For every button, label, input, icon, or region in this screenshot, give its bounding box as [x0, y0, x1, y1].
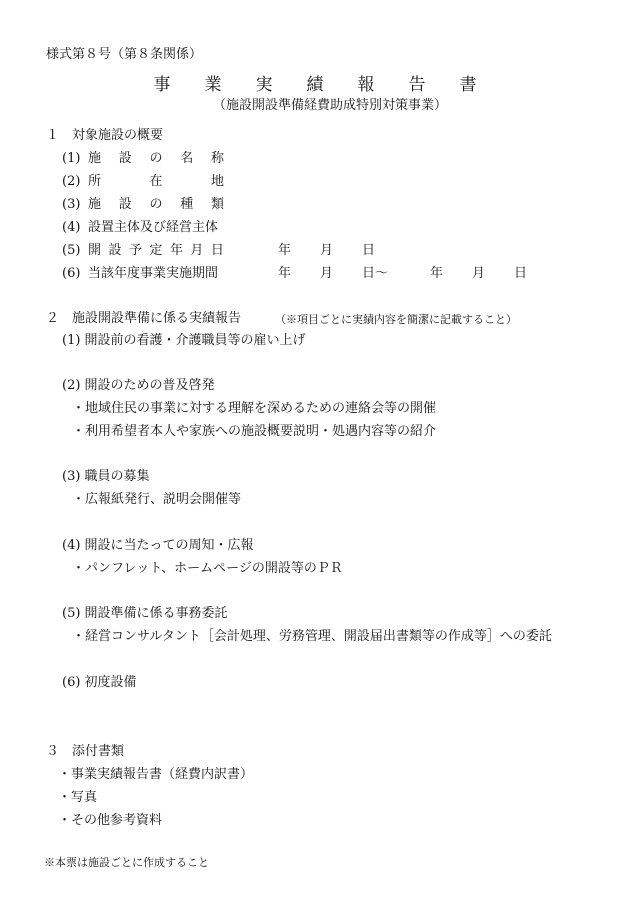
- period-label: 当該年度事業実施期間: [88, 266, 219, 281]
- attachment-item: ・その他参考資料: [58, 813, 163, 828]
- item-number: (2): [62, 174, 81, 189]
- section3-heading: ３ 添付書類: [46, 744, 125, 759]
- year-unit: 年: [278, 266, 292, 281]
- item-number: (4): [62, 220, 81, 235]
- footnote: ※本票は施設ごとに作成すること: [44, 856, 209, 869]
- document-subtitle: （施設開設準備経費助成特別対策事業）: [212, 98, 447, 113]
- report-bullet: ・パンフレット、ホームページの開設等のＰＲ: [72, 561, 343, 576]
- day-unit: 日～: [362, 266, 389, 281]
- report-bullet: ・利用希望者本人や家族への施設概要説明・処遇内容等の紹介: [72, 424, 437, 439]
- report-bullet: ・地域住民の事業に対する理解を深めるための連絡会等の開催: [72, 401, 437, 416]
- form-number: 様式第８号（第８条関係）: [46, 47, 203, 62]
- attachment-item: ・写真: [58, 790, 98, 805]
- report-bullet: ・広報紙発行、説明会開催等: [72, 492, 242, 507]
- section1-heading: １ 対象施設の概要: [46, 128, 164, 143]
- month-unit: 月: [320, 243, 334, 258]
- year-unit: 年: [278, 243, 292, 258]
- month-unit: 月: [320, 266, 334, 281]
- report-item: (1) 開設前の看護・介護職員等の雇い上げ: [62, 333, 306, 348]
- section2-heading: ２ 施設開設準備に係る実績報告: [46, 311, 242, 326]
- document-title: 事業実績報告書: [153, 75, 511, 95]
- month-unit: 月: [472, 266, 486, 281]
- location-label: 所 在 地: [88, 174, 224, 189]
- year-unit: 年: [430, 266, 444, 281]
- facility-name-label: 施 設 の 名 称: [88, 151, 224, 166]
- day-unit: 日: [514, 266, 528, 281]
- attachment-item: ・事業実績報告書（経費内訳書）: [58, 767, 254, 782]
- report-bullet: ・経営コンサルタント［会計処理、労務管理、開設届出書類等の作成等］への委託: [72, 629, 552, 644]
- day-unit: 日: [362, 243, 376, 258]
- item-number: (3): [62, 197, 81, 212]
- item-number: (1): [62, 151, 81, 166]
- facility-type-label: 施 設 の 種 類: [88, 197, 224, 212]
- opening-date-label: 開 設 予 定 年 月 日: [88, 243, 224, 258]
- item-number: (5): [62, 243, 81, 258]
- operator-label: 設置主体及び経営主体: [88, 220, 219, 235]
- report-item: (3) 職員の募集: [62, 469, 150, 484]
- report-item: (2) 開設のための普及啓発: [62, 378, 215, 393]
- item-number: (6): [62, 266, 81, 281]
- report-item: (4) 開設に当たっての周知・広報: [62, 538, 254, 553]
- report-item: (5) 開設準備に係る事務委託: [62, 606, 228, 621]
- report-item: (6) 初度設備: [62, 675, 137, 690]
- section2-note: （※項目ごとに実績内容を簡潔に記載すること）: [275, 313, 517, 326]
